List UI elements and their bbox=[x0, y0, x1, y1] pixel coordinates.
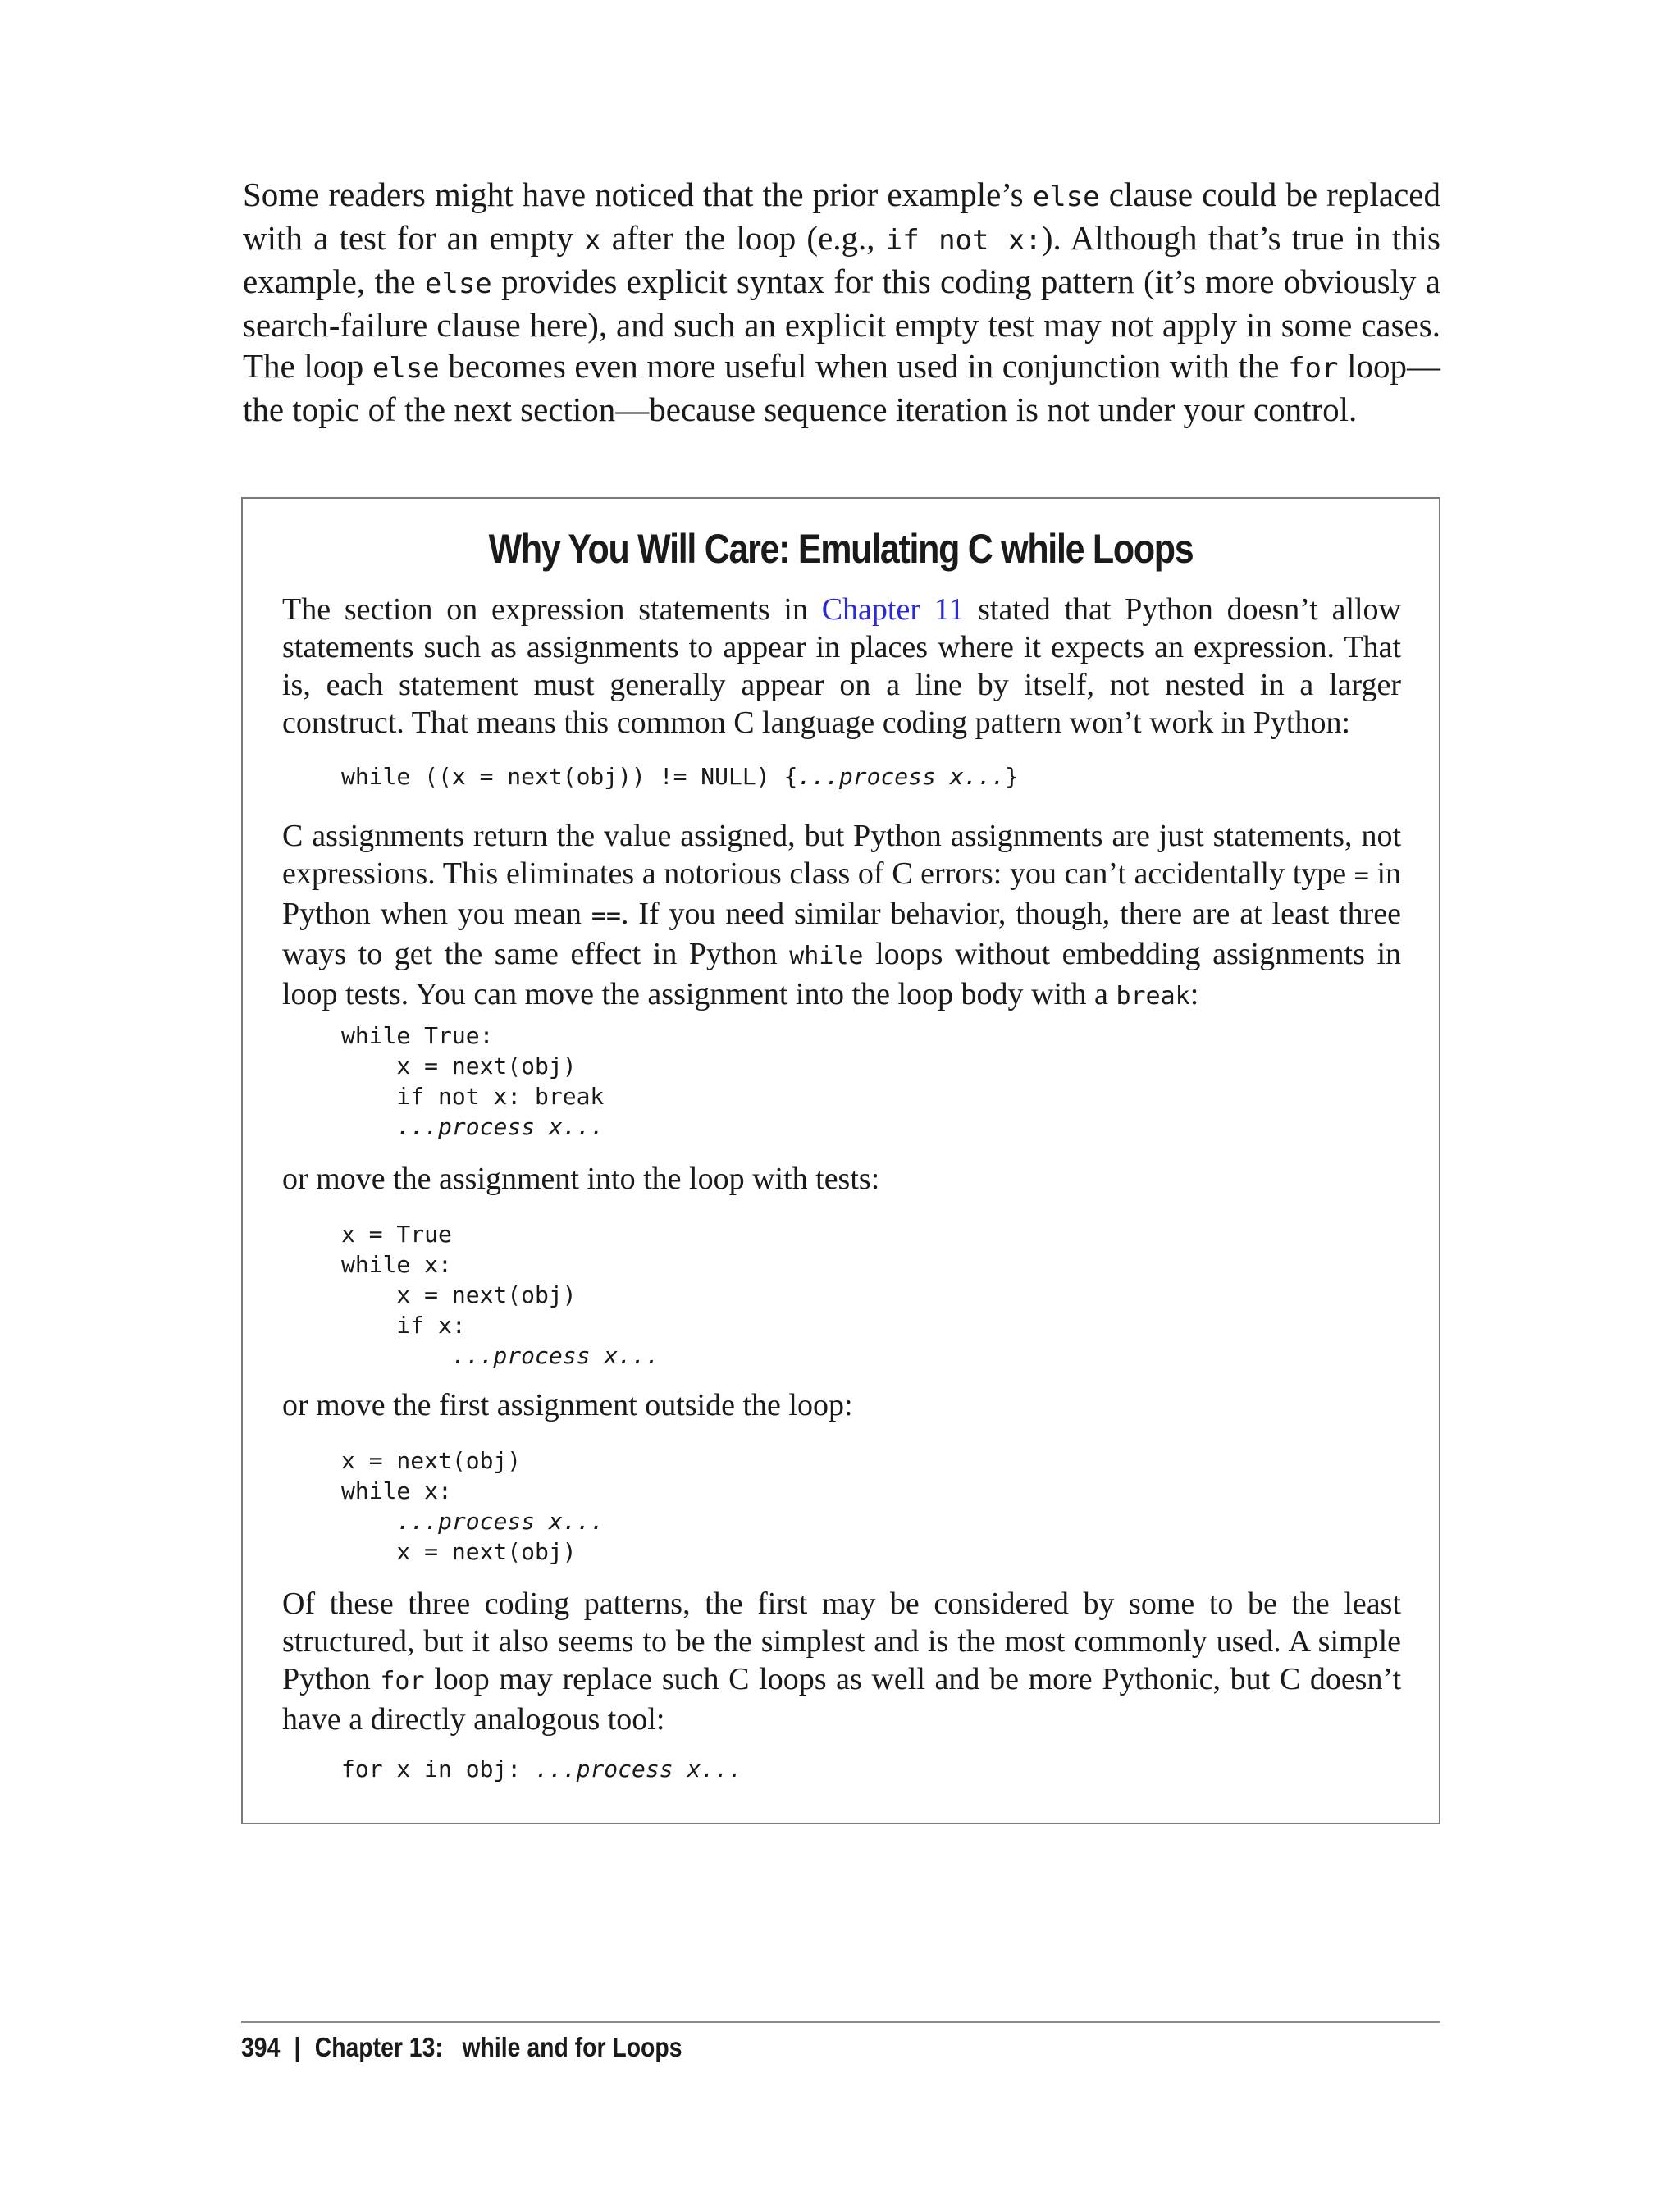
text-run: in Python when you mean bbox=[282, 856, 1401, 931]
inline-code: while bbox=[789, 942, 864, 970]
text-run: clause could be replaced with a test for an empty bbox=[243, 176, 1440, 257]
code-block-break-pattern bbox=[341, 1020, 604, 1142]
page-footer bbox=[241, 2031, 682, 2064]
code-placeholder: ...process x... bbox=[396, 1508, 605, 1535]
code-line bbox=[341, 1506, 604, 1536]
sidebar-paragraph-5 bbox=[282, 1585, 1401, 1738]
inline-code: else bbox=[1032, 180, 1100, 213]
code-line bbox=[341, 1112, 604, 1142]
text-run: loop may replace such C loops as well and be more Pythonic, but C doesn’t have a directly analogous tool: bbox=[282, 1662, 1401, 1737]
text-run: loops without embedding assignments in loop tests. You can move the assignment into the loop body with a bbox=[282, 937, 1401, 1011]
text-run: becomes even more useful when used in conjunction with the bbox=[439, 347, 1289, 385]
running-footer-chapter: Chapter 13: while and for Loops bbox=[314, 2032, 682, 2062]
code-text: } bbox=[1005, 763, 1020, 790]
text-run: Of these three coding patterns, the first may be considered by some to be the least structured, but it also seems to be the simplest and is the most commonly used. A simple Python bbox=[282, 1586, 1401, 1696]
inline-code: break bbox=[1116, 982, 1190, 1011]
code-placeholder: ...process x... bbox=[535, 1755, 742, 1783]
text-run: stated that Python doesn’t allow statements such as assignments to appear in places where it expects an expression. That is, each statement must generally appear on a line by itself, not nested in a larger construct. That means this common C language coding pattern won’t work in Python: bbox=[282, 592, 1401, 740]
sidebar-paragraph-4: or move the first assignment outside the loop: bbox=[282, 1388, 853, 1422]
code-line: if x: bbox=[341, 1312, 466, 1339]
page-number: 394 bbox=[241, 2032, 281, 2062]
code-line bbox=[341, 1340, 660, 1371]
chapter-11-link[interactable]: Chapter 11 bbox=[821, 592, 965, 627]
inline-code: for bbox=[1288, 352, 1339, 385]
code-line: x = next(obj) bbox=[341, 1281, 577, 1308]
footer-separator: | bbox=[294, 2032, 301, 2062]
code-line: if not x: break bbox=[341, 1083, 605, 1110]
code-placeholder: ...process x... bbox=[451, 1342, 660, 1369]
inline-code: for bbox=[380, 1667, 425, 1696]
inline-code: if not x: bbox=[885, 224, 1042, 257]
sidebar-paragraph-3: or move the assignment into the loop with tests: bbox=[282, 1162, 880, 1196]
inline-code: == bbox=[591, 902, 621, 930]
code-line: while x: bbox=[341, 1477, 452, 1504]
text-run: C assignments return the value assigned, but Python assignments are just statements, not expressions. This eliminates a notorious class of C errors: you can’t accidentally type bbox=[282, 819, 1401, 891]
inline-code: else bbox=[424, 267, 492, 300]
text-run: . If you need similar behavior, though, there are at least three ways to get the same effect in Python bbox=[282, 897, 1401, 971]
code-block-outside-pattern bbox=[341, 1445, 604, 1567]
code-line: while x: bbox=[341, 1251, 452, 1278]
code-line: while True: bbox=[341, 1022, 494, 1049]
sidebar-box bbox=[241, 497, 1440, 1824]
text-run: : bbox=[1189, 977, 1199, 1011]
text-run: Some readers might have noticed that the prior example’s bbox=[243, 176, 1033, 213]
text-run: loop—the topic of the next section—because sequence iteration is not under your control. bbox=[243, 347, 1440, 428]
text-run: ). Although that’s true in this example, the bbox=[243, 219, 1440, 300]
text-run: The section on expression statements in bbox=[282, 592, 822, 627]
inline-code: x bbox=[584, 224, 601, 257]
footer-divider bbox=[241, 2021, 1440, 2023]
code-placeholder: ...process x... bbox=[797, 763, 1006, 790]
code-line: x = next(obj) bbox=[341, 1538, 577, 1565]
code-line: x = next(obj) bbox=[341, 1052, 577, 1080]
code-block-for-loop bbox=[341, 1754, 742, 1784]
sidebar-paragraph-1 bbox=[282, 591, 1401, 742]
text-run: provides explicit syntax for this coding pattern (it’s more obviously a search-failure clause here), and such an explicit empty test may not apply in some cases. The loop bbox=[243, 262, 1440, 385]
code-block-c-while bbox=[341, 761, 1019, 792]
code-line: x = True bbox=[341, 1221, 452, 1248]
inline-code: = bbox=[1354, 861, 1369, 890]
sidebar-paragraph-2 bbox=[282, 817, 1401, 1016]
text-run: after the loop (e.g., bbox=[600, 219, 886, 257]
sidebar-title: Why You Will Care: Emulating C while Loops bbox=[488, 526, 1194, 572]
code-line: x = next(obj) bbox=[341, 1447, 522, 1474]
code-text: for x in obj: bbox=[341, 1755, 536, 1783]
code-placeholder: ...process x... bbox=[396, 1113, 605, 1140]
code-block-test-pattern bbox=[341, 1219, 660, 1371]
inline-code: else bbox=[372, 352, 440, 385]
intro-paragraph bbox=[243, 174, 1440, 430]
code-text: while ((x = next(obj)) != NULL) { bbox=[341, 763, 798, 790]
